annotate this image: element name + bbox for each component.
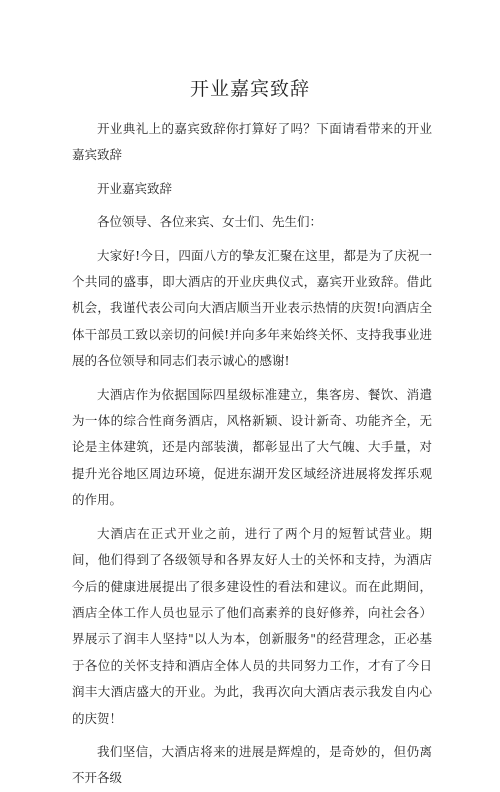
- subtitle-paragraph: 开业嘉宾致辞: [97, 180, 173, 196]
- document-body: [72, 116, 432, 792]
- document-title: 开业嘉宾致辞: [189, 78, 310, 100]
- body-paragraph: 我们坚信，大酒店将来的进展是辉煌的，是奇妙的，但仍离不开各级: [72, 743, 432, 786]
- body-paragraph: 大家好!今日，四面八方的挚友汇聚在这里，都是为了庆祝一个共同的盛事，即大酒店的开业庆典仪式，嘉宾开业致辞。借此机会，我谨代表公司向大酒店顺当开业表示热情的庆贺!向酒店全体干部员工致以亲切的问候!并向多年来始终关怀、支持我事业进展的各位领导和同志们表示诚心的感谢!: [72, 247, 432, 369]
- body-paragraph: 大酒店作为依据国际四星级标准建立，集客房、餐饮、消遣为一体的综合性商务酒店，风格新颖、设计新奇、功能齐全，无论是主体建筑，还是内部装潢，都彰显出了大气魄、大手量，对提升光谷地区周边环境，促进东湖开发区域经济进展将发挥乐观的作用。: [72, 386, 432, 508]
- body-paragraph: 大酒店在正式开业之前，进行了两个月的短暂试营业。期间，他们得到了各级领导和各界友好人士的关怀和支持，为酒店今后的健康进展提出了很多建设性的看法和建议。而在此期间，酒店全体工作人员也显示了他们高素养的良好修养，向社会各）界展示了润丰人坚持"以人为本，创新服务"的经营理念，正必基于各位的关怀支持和酒店全体人员的共同努力工作，才有了今日润丰大酒店盛大的开业。为此，我再次向大酒店表示我发自内心的庆贺！: [72, 525, 432, 726]
- salutation-paragraph: 各位领导、各位来宾、女士们、先生们：: [97, 214, 323, 230]
- intro-paragraph: 开业典礼上的嘉宾致辞你打算好了吗？下面请看带来的开业嘉宾致辞: [72, 121, 432, 163]
